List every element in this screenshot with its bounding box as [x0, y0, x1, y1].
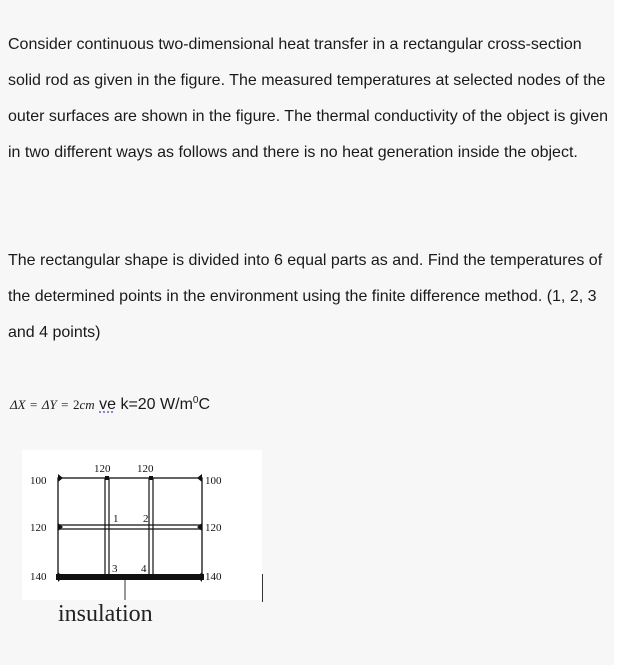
node-label: 1 — [113, 513, 119, 525]
connector-word: ve — [99, 396, 116, 413]
task-paragraph: The rectangular shape is divided into 6 equal parts as and. Find the temperatures of the determined points in the environment using the finite difference method. (1, 2, 3 and 4 points) — [8, 252, 603, 341]
thermal-conductivity: k=20 $W/m^0C$ — [120, 395, 211, 413]
left-temp-label: 140 — [30, 571, 47, 583]
node-label: 4 — [141, 563, 147, 575]
node-marker — [197, 523, 202, 531]
left-temp-label: 120 — [30, 522, 47, 534]
right-temp-label: 100 — [205, 475, 222, 487]
node-marker — [58, 523, 63, 531]
node-marker — [149, 476, 153, 480]
problem-statement-paragraph: Consider continuous two-dimensional heat transfer in a rectangular cross-section solid rod as given in the figure. The measured temperatures at selected nodes of the outer surfaces are shown in the figure. The thermal conductivity of the object is given in two different ways as follows and there is no heat generation inside the object. — [8, 36, 609, 161]
grid-outline — [58, 478, 202, 577]
equals-sign: = — [30, 397, 38, 412]
stray-vertical-line — [262, 574, 263, 602]
spacing-value: 2cm — [72, 397, 95, 412]
node-label: 2 — [143, 513, 149, 525]
right-temp-label: 140 — [205, 571, 222, 583]
right-temp-label: 120 — [205, 522, 222, 534]
node-marker — [58, 474, 63, 482]
delta-y-symbol: ΔY — [41, 397, 57, 412]
top-temp-label: 120 — [94, 463, 111, 475]
node-marker — [197, 572, 202, 582]
node-marker — [58, 572, 63, 582]
insulation-bar — [56, 574, 204, 580]
grid-diagram — [22, 450, 262, 600]
given-parameters — [10, 391, 210, 419]
grid-figure — [22, 450, 262, 600]
left-temp-label: 100 — [30, 475, 47, 487]
top-temp-label: 120 — [137, 463, 154, 475]
equals-sign: = — [61, 397, 69, 412]
insulation-caption: insulation — [58, 601, 153, 627]
node-marker — [105, 476, 109, 480]
delta-x-symbol: ΔX — [10, 397, 26, 412]
node-label: 3 — [112, 563, 118, 575]
node-marker — [197, 474, 202, 482]
